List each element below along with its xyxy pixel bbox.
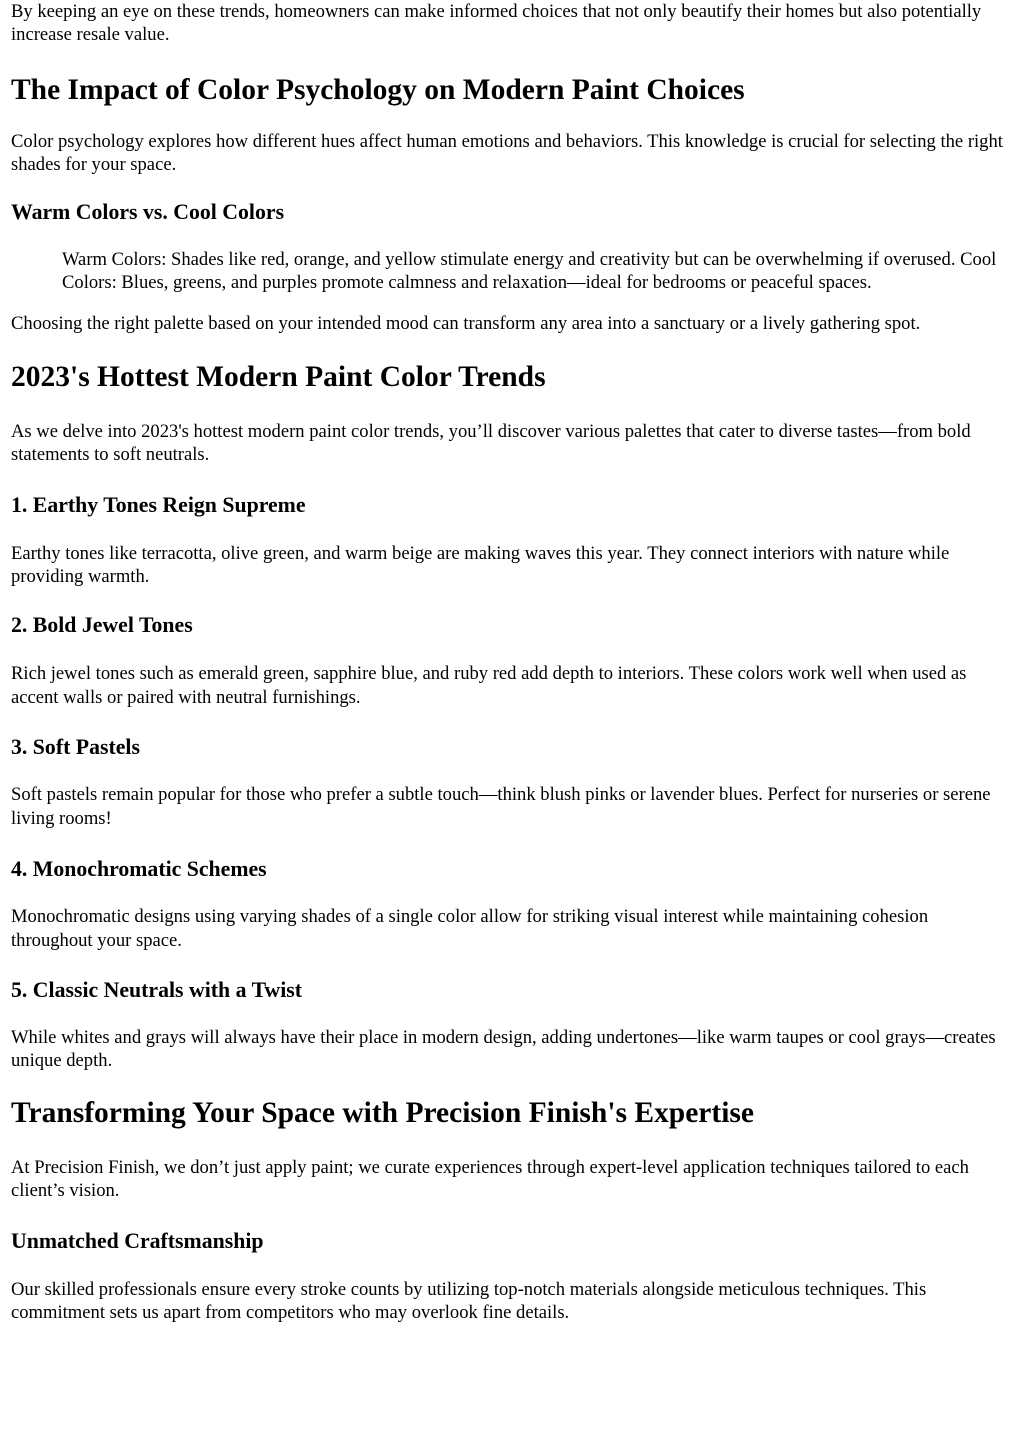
trends-heading: 2023's Hottest Modern Paint Color Trends (11, 360, 546, 393)
intro-paragraph: By keeping an eye on these trends, homeowners can make informed choices that not only beautify their homes but also potentially increase resale value. (11, 1, 982, 46)
trend-heading-monochromatic: 4. Monochromatic Schemes (11, 857, 267, 882)
trend-heading-earthy: 1. Earthy Tones Reign Supreme (11, 492, 306, 517)
warm-cool-quote: Warm Colors: Shades like red, orange, and yellow stimulate energy and creativity but can be overwhelming if overused. Cool Colors: Blues, greens, and purples promote calmness and relaxation—ideal for bedrooms or peaceful spaces. (62, 248, 997, 294)
trend-paragraph-pastels: Soft pastels remain popular for those who prefer a subtle touch—think blush pinks or lavender blues. Perfect for nurseries or serene living rooms! (11, 784, 991, 829)
craftsmanship-heading: Unmatched Craftsmanship (11, 1228, 264, 1253)
palette-paragraph: Choosing the right palette based on your intended mood can transform any area into a sanctuary or a lively gathering spot. (11, 313, 921, 335)
trend-paragraph-earthy: Earthy tones like terracotta, olive green, and warm beige are making waves this year. They connect interiors with nature while providing warmth. (11, 542, 950, 588)
craftsmanship-paragraph: Our skilled professionals ensure every stroke counts by utilizing top-notch materials alongside meticulous techniques. This commitment sets us apart from competitors who may overlook fine details. (11, 1278, 927, 1323)
trend-heading-neutrals: 5. Classic Neutrals with a Twist (11, 977, 303, 1002)
trends-paragraph: As we delve into 2023's hottest modern paint color trends, you’ll discover various palettes that cater to diverse tastes—from bold statements to soft neutrals. (11, 420, 971, 466)
expertise-paragraph: At Precision Finish, we don’t just apply paint; we curate experiences through expert-level application techniques tailored to each client’s vision. (11, 1156, 969, 1202)
trend-paragraph-monochromatic: Monochromatic designs using varying shades of a single color allow for striking visual interest while maintaining cohesion throughout your space. (11, 906, 929, 951)
trend-heading-jewel: 2. Bold Jewel Tones (11, 613, 193, 638)
color-psychology-paragraph: Color psychology explores how different hues affect human emotions and behaviors. This knowledge is crucial for selecting the right shades for your space. (11, 130, 1003, 176)
warm-cool-heading: Warm Colors vs. Cool Colors (11, 199, 285, 224)
expertise-heading: Transforming Your Space with Precision Finish's Expertise (11, 1096, 754, 1129)
trend-paragraph-neutrals: While whites and grays will always have their place in modern design, adding undertones—like warm taupes or cool grays—creates unique depth. (11, 1026, 996, 1072)
color-psychology-heading: The Impact of Color Psychology on Modern Paint Choices (11, 73, 745, 106)
trend-paragraph-jewel: Rich jewel tones such as emerald green, sapphire blue, and ruby red add depth to interiors. These colors work well when used as accent walls or paired with neutral furnishings. (11, 663, 967, 708)
trend-heading-pastels: 3. Soft Pastels (11, 735, 140, 760)
